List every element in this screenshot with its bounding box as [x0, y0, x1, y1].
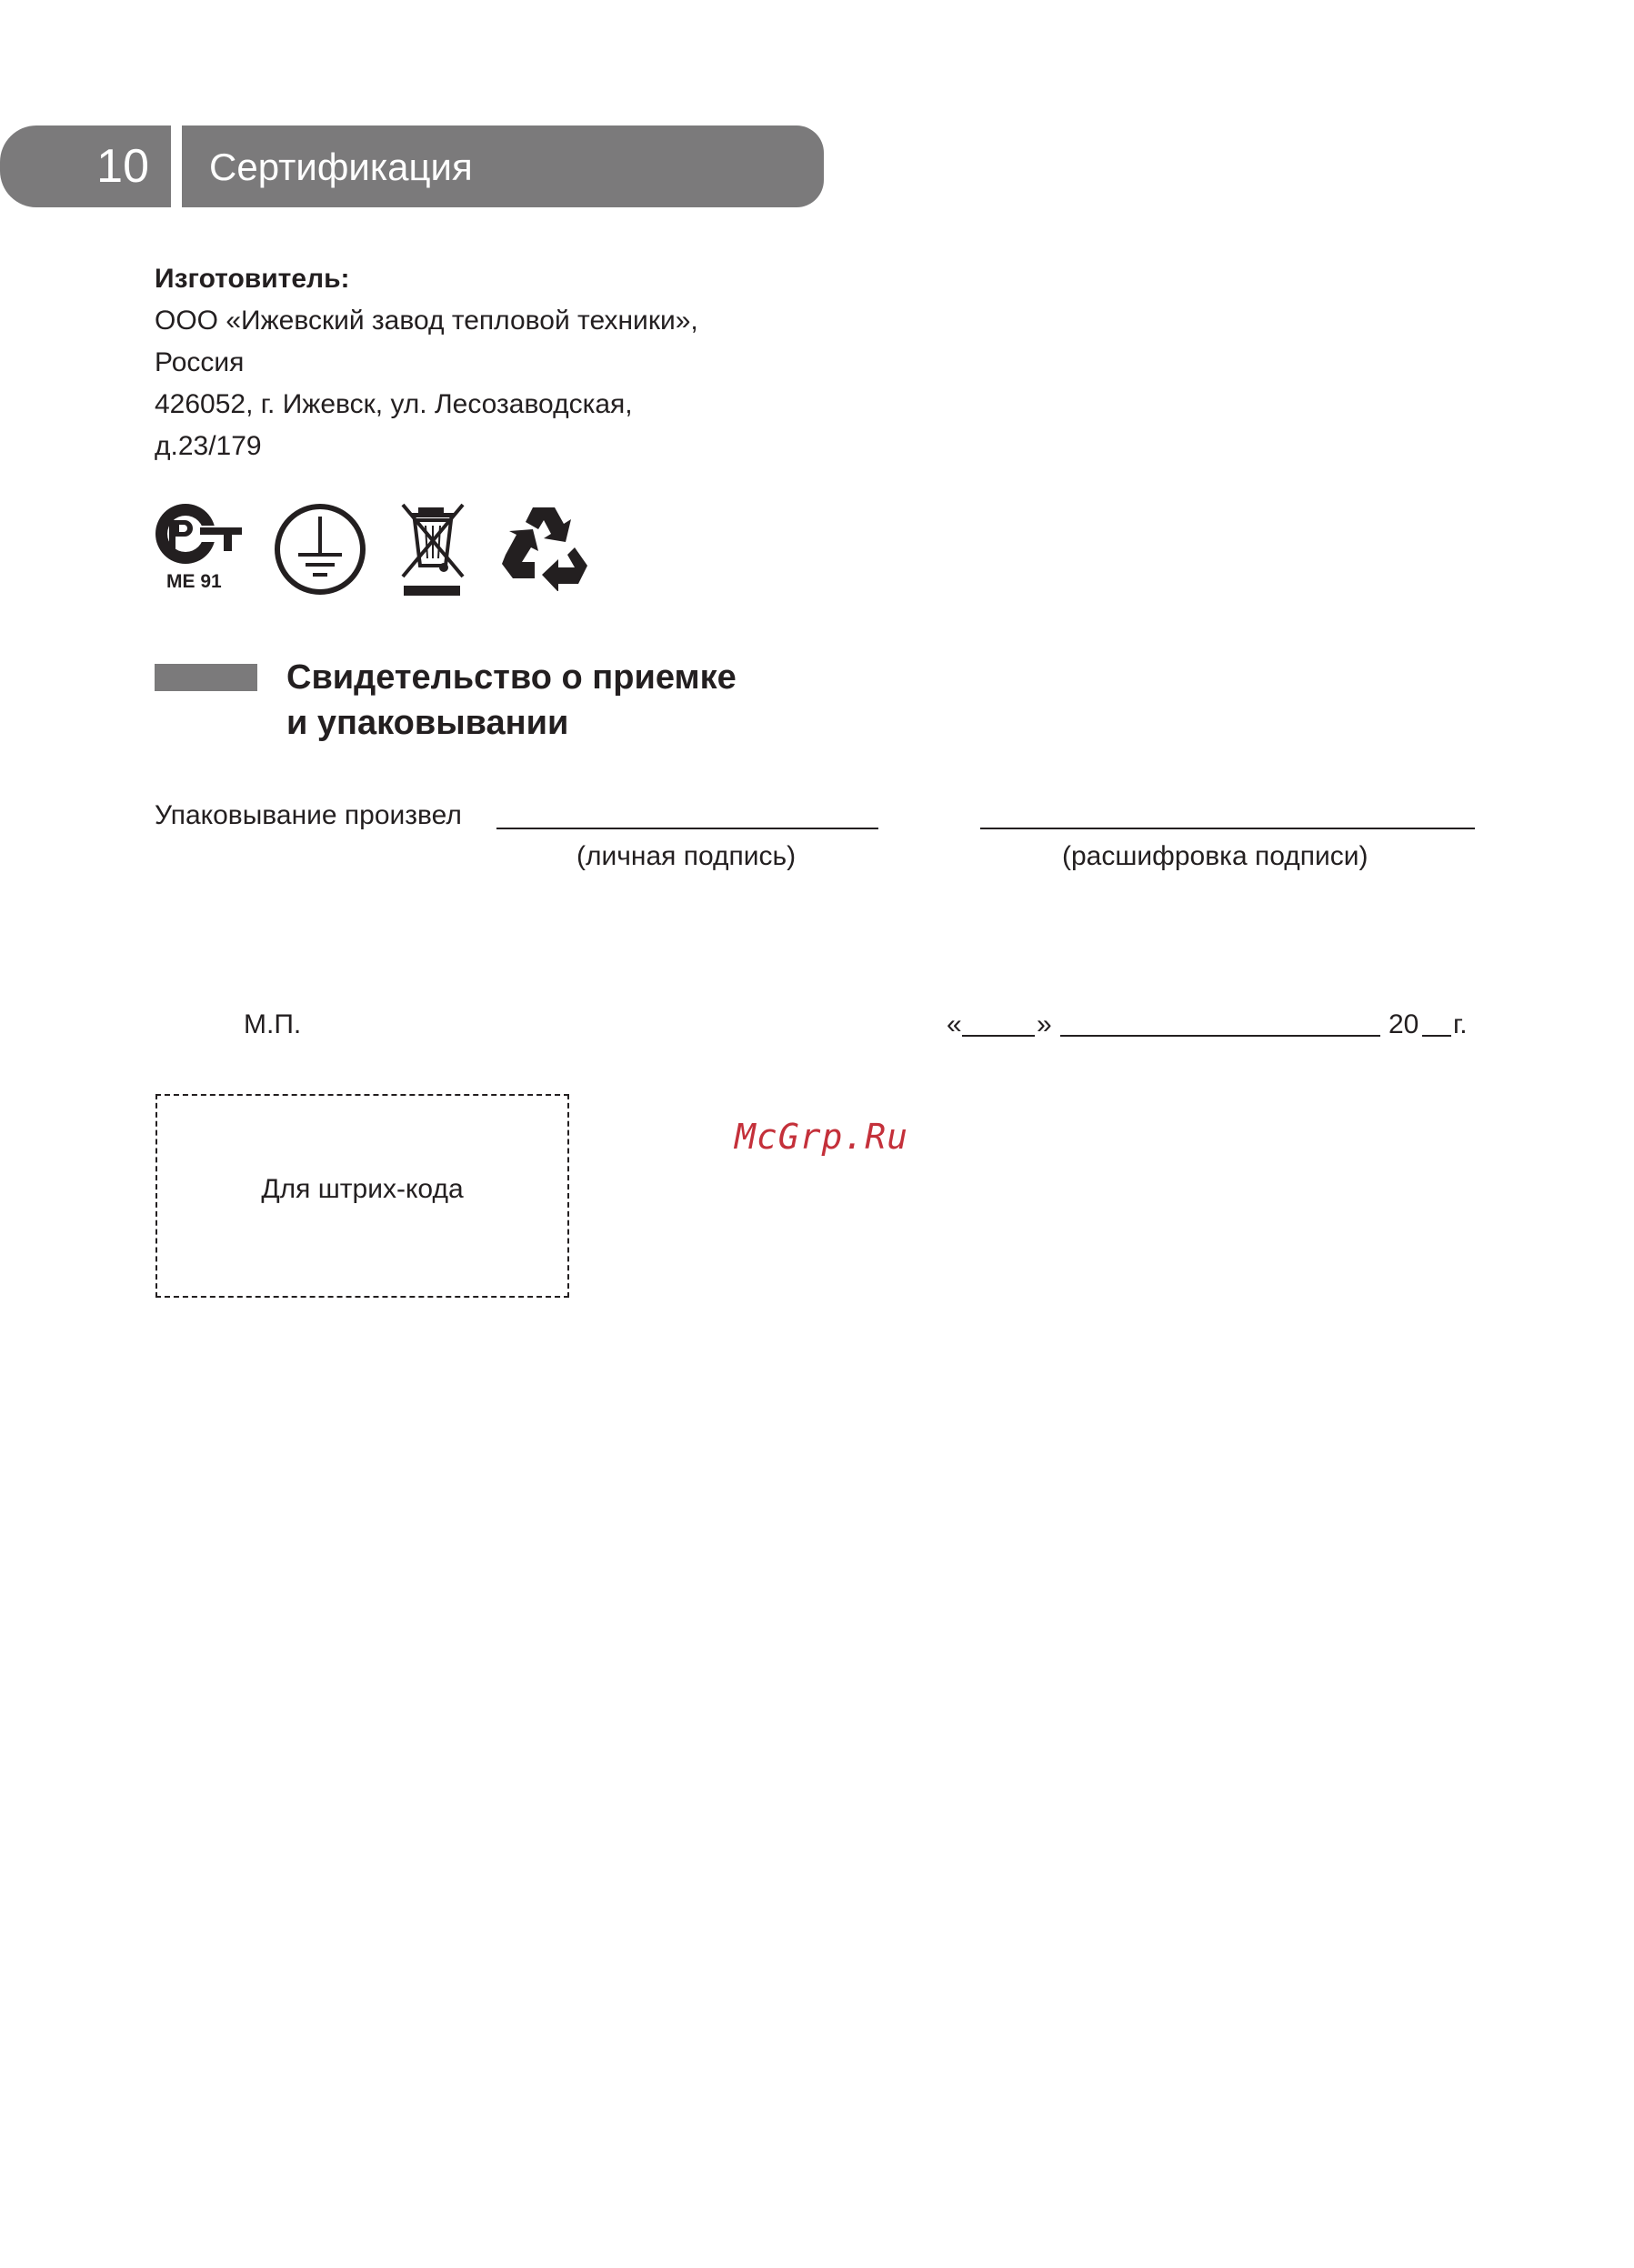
date-year-prefix: 20	[1388, 1009, 1419, 1039]
date-open-quote: «	[947, 1009, 962, 1039]
manufacturer-name: ООО «Ижевский завод тепловой техники»,	[155, 306, 698, 336]
certification-code: ME 91	[166, 571, 222, 592]
section-title-line2: и упаковывании	[286, 704, 569, 742]
stamp-label: М.П.	[244, 1009, 302, 1039]
decoding-caption: (расшифровка подписи)	[1062, 841, 1368, 871]
date-day-line	[962, 1035, 1035, 1037]
manufacturer-block	[155, 258, 698, 467]
page-title: Сертификация	[182, 125, 824, 207]
date-year-suffix: г.	[1453, 1009, 1468, 1039]
page-number: 10	[0, 125, 171, 207]
recycle-icon	[498, 502, 593, 591]
weee-bin-icon	[400, 502, 466, 597]
barcode-area	[155, 1094, 569, 1298]
date-year-line	[1422, 1035, 1451, 1037]
watermark: McGrp.Ru	[735, 1117, 909, 1157]
signature-decoding-line	[980, 828, 1475, 829]
manufacturer-label: Изготовитель:	[155, 264, 350, 294]
manufacturer-country: Россия	[155, 347, 245, 377]
date-close-quote: »	[1037, 1009, 1052, 1039]
manufacturer-building: д.23/179	[155, 431, 262, 461]
section-title	[286, 655, 737, 746]
signature-caption: (личная подпись)	[576, 841, 797, 871]
section-marker	[155, 664, 257, 691]
signature-line	[496, 828, 878, 829]
manufacturer-address: 426052, г. Ижевск, ул. Лесозаводская,	[155, 389, 633, 419]
ground-icon	[273, 502, 367, 597]
barcode-label: Для штрих-кода	[261, 1174, 464, 1204]
packed-by-label: Упаковывание произвел	[155, 800, 462, 830]
rst-certification-icon	[153, 500, 244, 571]
date-month-line	[1060, 1035, 1380, 1037]
section-title-line1: Свидетельство о приемке	[286, 658, 737, 697]
